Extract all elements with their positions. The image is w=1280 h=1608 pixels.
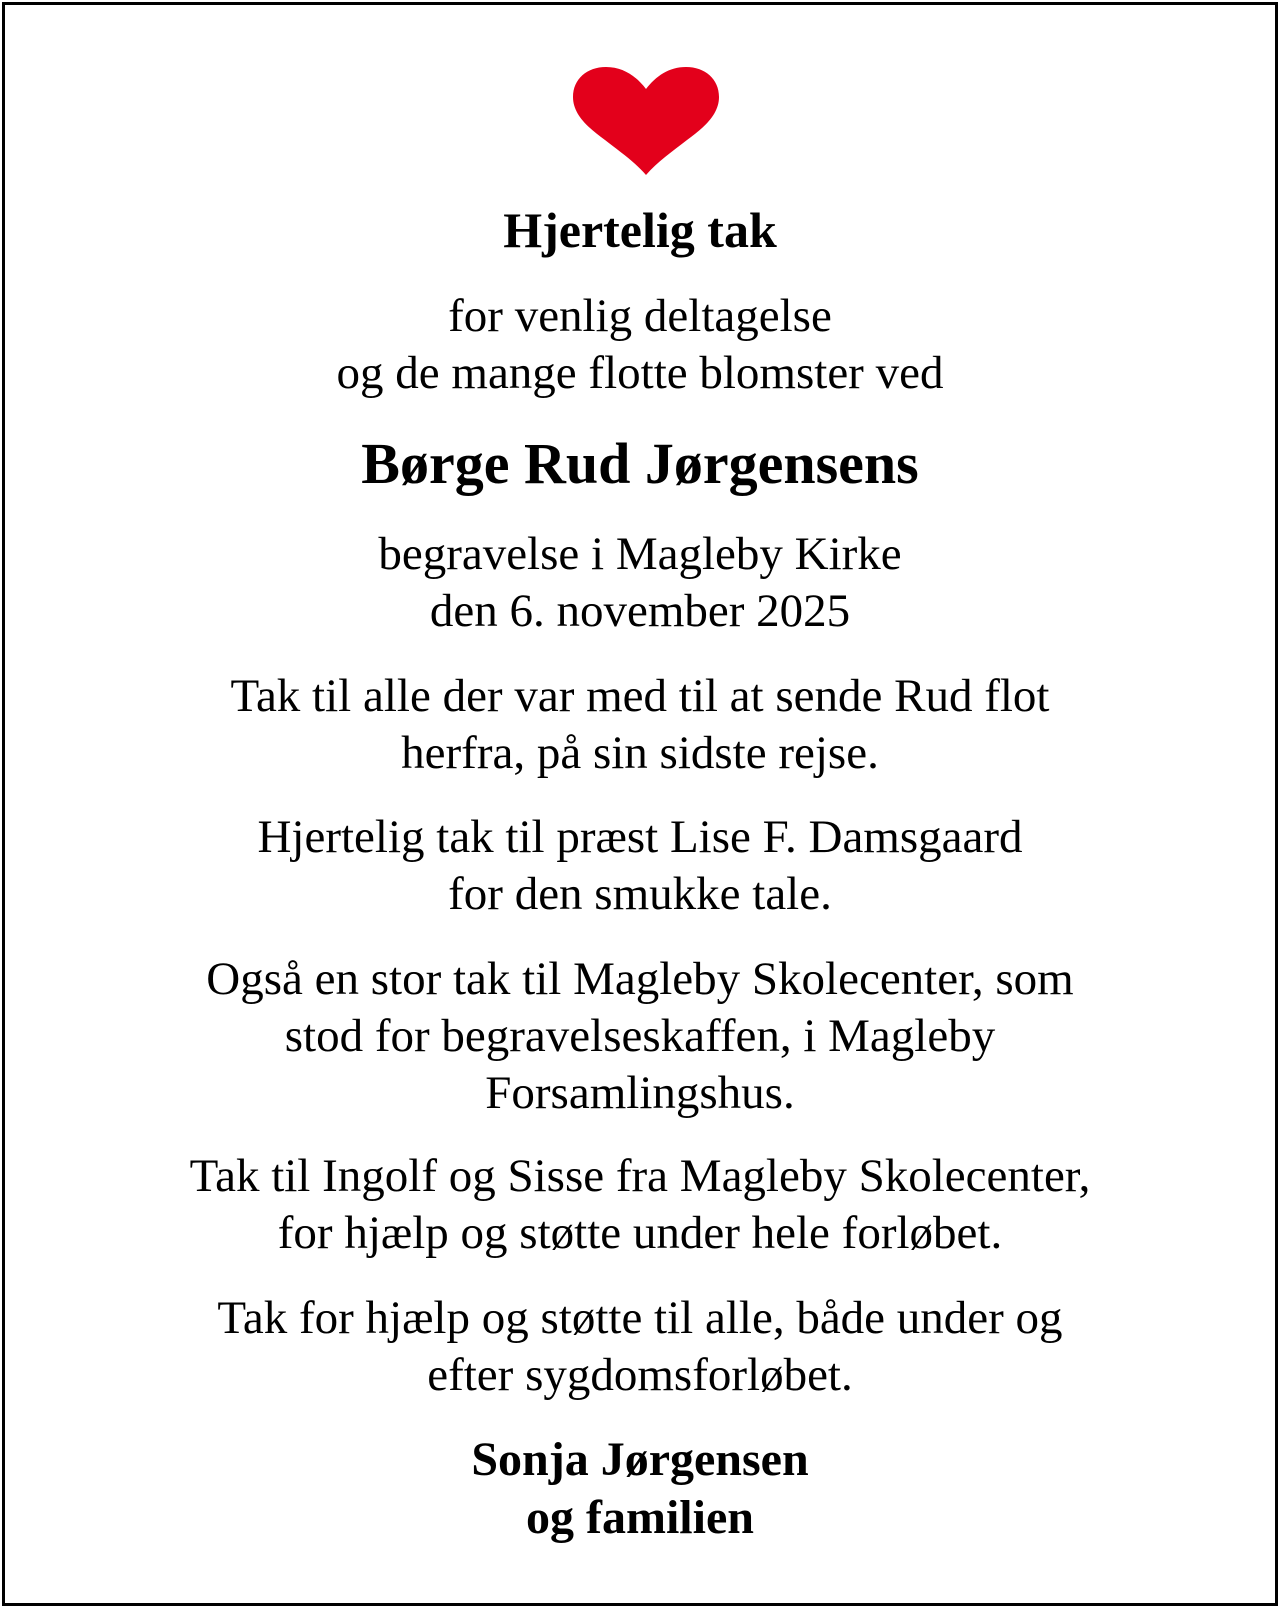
- signature-name: Sonja Jørgensen: [471, 1433, 809, 1486]
- intro-line-1: for venlig deltagelse: [448, 290, 832, 342]
- heart-icon: [573, 67, 719, 175]
- obituary-notice: [2, 2, 1278, 1606]
- paragraph-1-line-2: herfra, på sin sidste rejse.: [401, 727, 879, 779]
- paragraph-3-line-1: Også en stor tak til Magleby Skolecenter, som: [206, 953, 1074, 1005]
- paragraph-5-line-1: Tak for hjælp og støtte til alle, både under og: [217, 1292, 1063, 1344]
- paragraph-3-line-3: Forsamlingshus.: [485, 1067, 795, 1119]
- paragraph-2-line-1: Hjertelig tak til præst Lise F. Damsgaard: [257, 811, 1023, 863]
- paragraph-1-line-1: Tak til alle der var med til at sende Rud flot: [230, 670, 1050, 722]
- signature-family: og familien: [526, 1491, 754, 1544]
- paragraph-4-line-1: Tak til Ingolf og Sisse fra Magleby Skolecenter,: [189, 1150, 1091, 1202]
- heading: Hjertelig tak: [503, 202, 777, 258]
- paragraph-2-line-2: for den smukke tale.: [448, 868, 832, 920]
- paragraph-3-line-2: stod for begravelseskaffen, i Magleby: [284, 1010, 996, 1062]
- paragraph-5-line-2: efter sygdomsforløbet.: [427, 1349, 853, 1401]
- intro-line-2: og de mange flotte blomster ved: [336, 347, 944, 399]
- funeral-date: den 6. november 2025: [429, 585, 851, 637]
- funeral-place: begravelse i Magleby Kirke: [378, 528, 902, 580]
- paragraph-4-line-2: for hjælp og støtte under hele forløbet.: [277, 1207, 1003, 1259]
- deceased-name: Børge Rud Jørgensens: [361, 431, 919, 496]
